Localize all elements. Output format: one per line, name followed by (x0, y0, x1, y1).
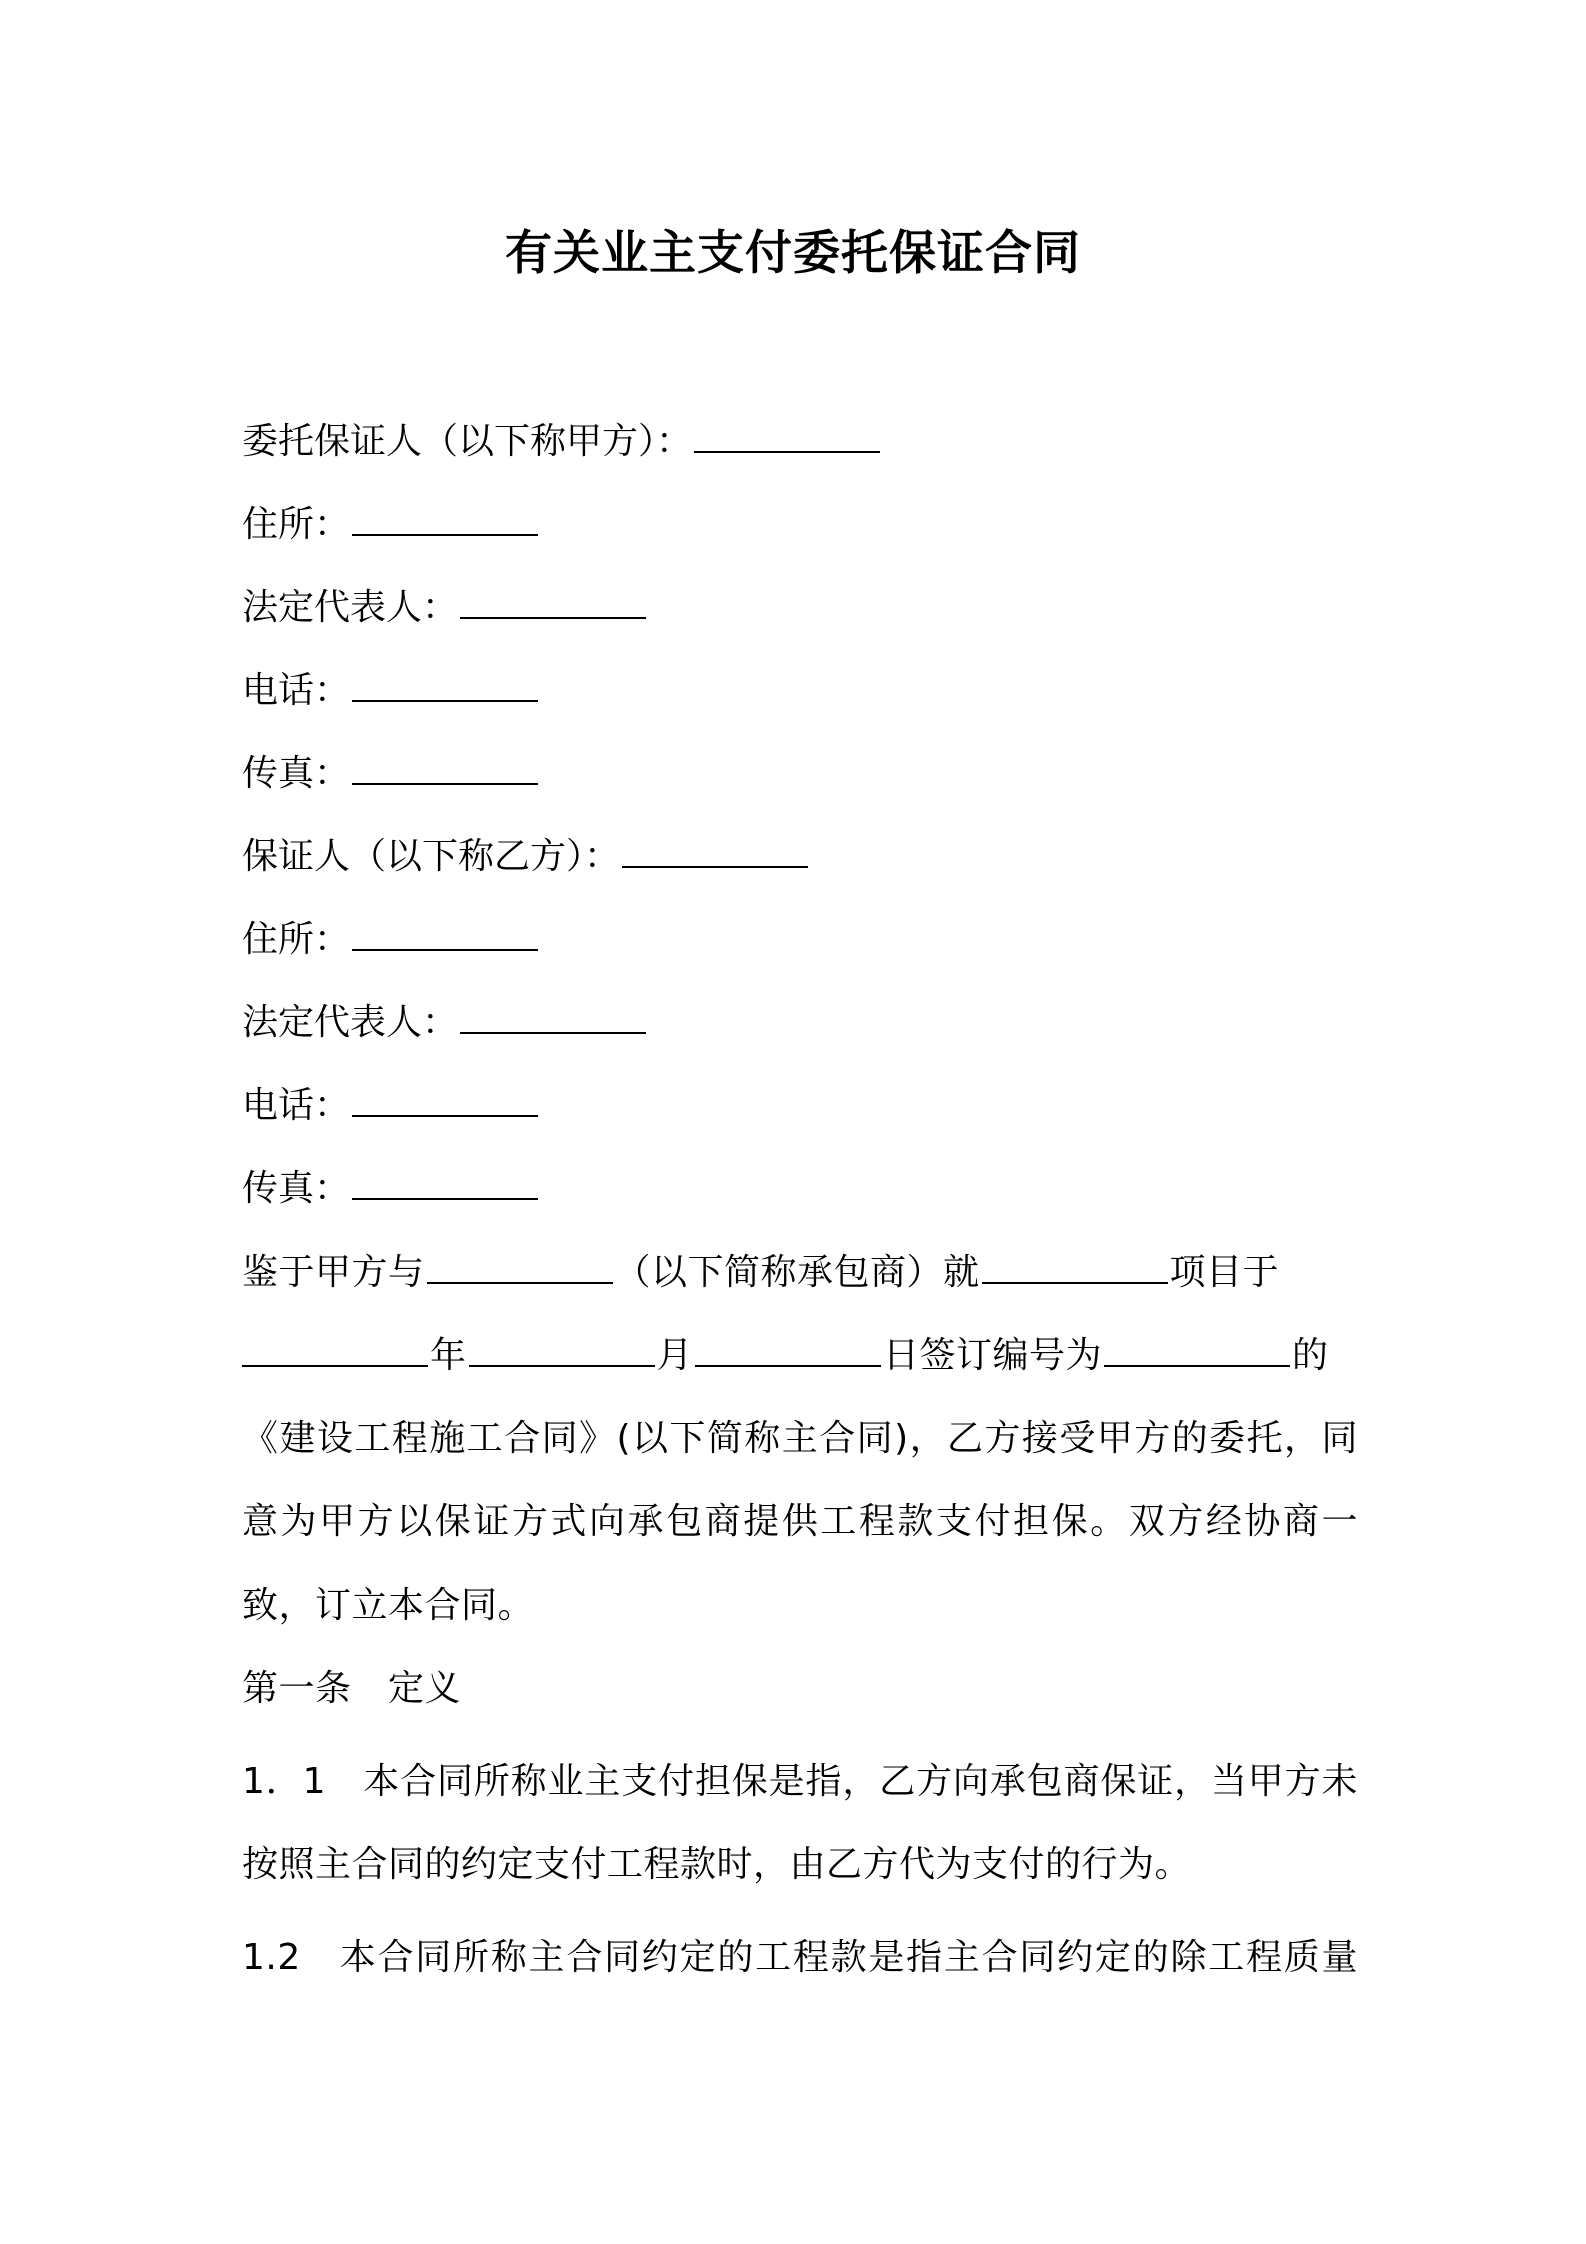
party-a-legal-rep-line (242, 586, 648, 630)
recital-text-month: 月 (656, 1335, 694, 1376)
party-b-legal-rep-line (242, 1001, 648, 1045)
party-b-guarantor-line (242, 835, 810, 879)
recital-text-whereas: 鉴于甲方与 (242, 1252, 425, 1293)
party-b-phone-label: 电话： (242, 1085, 351, 1126)
recital-text-of: 的 (1292, 1335, 1329, 1376)
party-a-fax-blank[interactable] (352, 753, 538, 785)
year-blank[interactable] (242, 1335, 428, 1367)
party-b-fax-label: 传真： (242, 1168, 351, 1209)
party-b-legal-rep-label: 法定代表人： (242, 1002, 459, 1043)
party-a-fax-label: 传真： (242, 753, 351, 794)
party-a-address-blank[interactable] (352, 504, 538, 536)
party-b-address-label: 住所： (242, 919, 351, 960)
recital-line-1 (242, 1251, 1358, 1295)
clause-1-2-line-1: 1.2 本合同所称主合同约定的工程款是指主合同约定的除工程质量 (242, 1937, 1358, 1978)
party-a-principal-label: 委托保证人（以下称甲方）： (242, 421, 693, 462)
party-b-address-blank[interactable] (352, 919, 538, 951)
party-a-legal-rep-blank[interactable] (460, 587, 646, 619)
party-a-principal-line (242, 420, 882, 464)
clause-1-1-line-1: 1．1 本合同所称业主支付担保是指，乙方向承包商保证，当甲方未 (242, 1761, 1358, 1802)
party-b-fax-blank[interactable] (352, 1168, 538, 1200)
party-a-phone-blank[interactable] (352, 670, 538, 702)
party-a-fax-line (242, 752, 540, 796)
recital-text-project: 项目于 (1169, 1252, 1280, 1293)
clause-1-1-line-2: 按照主合同的约定支付工程款时，由乙方代为支付的行为。 (242, 1844, 1192, 1885)
month-blank[interactable] (469, 1335, 655, 1367)
party-b-fax-line (242, 1167, 540, 1211)
contract-number-blank[interactable] (1104, 1335, 1290, 1367)
contractor-name-blank[interactable] (427, 1252, 613, 1284)
party-a-phone-label: 电话： (242, 670, 351, 711)
party-b-guarantor-label: 保证人（以下称乙方）： (242, 836, 621, 877)
party-b-legal-rep-blank[interactable] (460, 1002, 646, 1034)
party-a-phone-line (242, 669, 540, 713)
project-name-blank[interactable] (982, 1252, 1168, 1284)
recital-line-3: 《建设工程施工合同》(以下简称主合同)，乙方接受甲方的委托，同 (242, 1418, 1358, 1459)
recital-line-5: 致，订立本合同。 (242, 1585, 535, 1626)
article-1-heading: 第一条 定义 (242, 1668, 462, 1709)
recital-line-2 (242, 1334, 1358, 1378)
party-b-phone-blank[interactable] (352, 1085, 538, 1117)
recital-text-day: 日签订编号为 (883, 1335, 1103, 1376)
document-title: 有关业主支付委托保证合同 (505, 226, 1081, 281)
recital-text-year: 年 (430, 1335, 467, 1376)
recital-line-4: 意为甲方以保证方式向承包商提供工程款支付担保。双方经协商一 (242, 1501, 1358, 1542)
party-a-principal-blank[interactable] (694, 421, 880, 453)
recital-text-contractor: （以下简称承包商）就 (614, 1252, 980, 1293)
party-b-phone-line (242, 1084, 540, 1128)
party-b-address-line (242, 918, 540, 962)
party-a-address-line (242, 503, 540, 547)
party-a-address-label: 住所： (242, 504, 351, 545)
day-blank[interactable] (695, 1335, 881, 1367)
party-b-guarantor-blank[interactable] (622, 836, 808, 868)
party-a-legal-rep-label: 法定代表人： (242, 587, 459, 628)
